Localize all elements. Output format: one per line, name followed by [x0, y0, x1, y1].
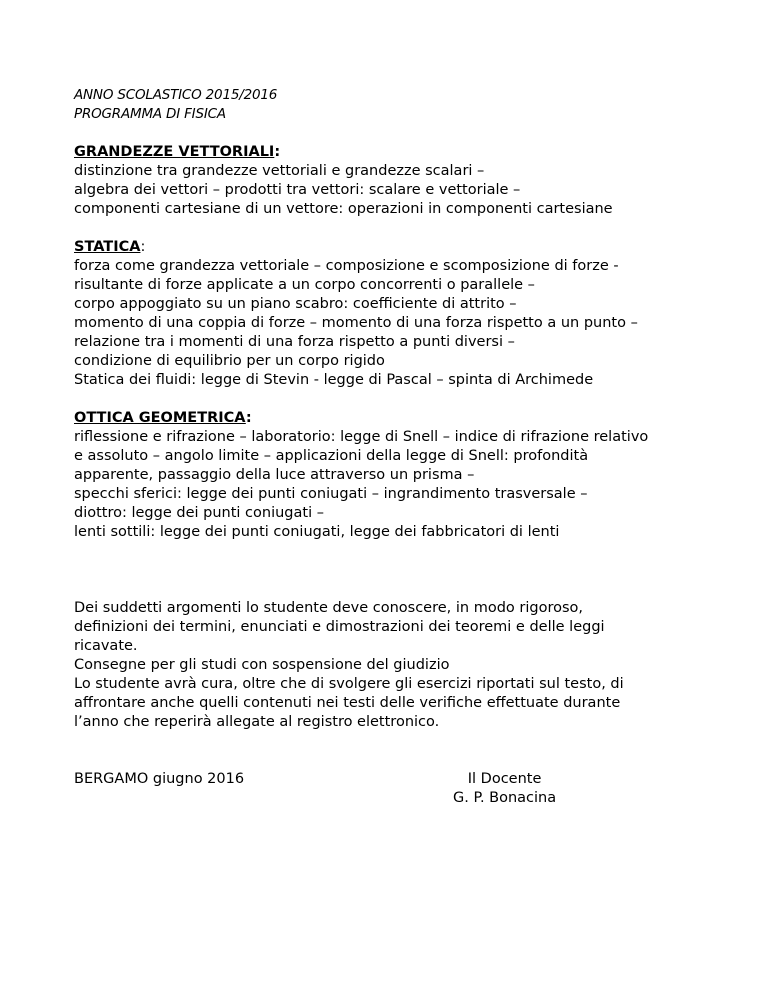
teacher-name: G. P. Bonacina	[453, 790, 557, 806]
section-line: lenti sottili: legge dei punti coniugati, legge dei fabbricatori di lenti	[74, 524, 560, 540]
section-line: condizione di equilibrio per un corpo rigido	[74, 353, 385, 369]
notes-paragraph	[74, 599, 724, 732]
signature-block	[74, 770, 724, 808]
section-heading-text: GRANDEZZE VETTORIALI	[74, 144, 275, 160]
section-heading-colon: :	[140, 239, 146, 255]
section-grandezze-vettoriali	[74, 143, 724, 219]
section-line: forza come grandezza vettoriale – composizione e scomposizione di forze -	[74, 258, 619, 274]
section-statica	[74, 238, 724, 390]
section-ottica-geometrica	[74, 409, 724, 542]
section-heading	[74, 238, 724, 257]
notes-line: affrontare anche quelli contenuti nei testi delle verifiche effettuate durante	[74, 695, 621, 711]
program-title: PROGRAMMA DI FISICA	[74, 106, 226, 122]
notes-line: Dei suddetti argomenti lo studente deve conoscere, in modo rigoroso,	[74, 600, 583, 616]
notes-line: ricavate.	[74, 638, 138, 654]
section-line: distinzione tra grandezze vettoriali e grandezze scalari –	[74, 163, 485, 179]
section-line: e assoluto – angolo limite – applicazioni della legge di Snell: profondità	[74, 448, 589, 464]
section-line: riflessione e rifrazione – laboratorio: legge di Snell – indice di rifrazione relativo	[74, 429, 649, 445]
notes-line: l’anno che reperirà allegate al registro elettronico.	[74, 714, 440, 730]
section-line: risultante di forze applicate a un corpo concorrenti o parallele –	[74, 277, 535, 293]
section-line: relazione tra i momenti di una forza rispetto a punti diversi –	[74, 334, 515, 350]
section-line: apparente, passaggio della luce attraverso un prisma –	[74, 467, 475, 483]
teacher-role: Il Docente	[467, 771, 542, 787]
notes-line: definizioni dei termini, enunciati e dimostrazioni dei teoremi e delle leggi	[74, 619, 605, 635]
section-line: Statica dei fluidi: legge di Stevin - legge di Pascal – spinta di Archimede	[74, 372, 594, 388]
section-heading	[74, 409, 724, 428]
section-line: diottro: legge dei punti coniugati –	[74, 505, 324, 521]
teacher-signature	[453, 770, 556, 808]
school-year-line: ANNO SCOLASTICO 2015/2016	[74, 87, 278, 103]
section-line: momento di una coppia di forze – momento di una forza rispetto a un punto –	[74, 315, 638, 331]
section-line: specchi sferici: legge dei punti coniugati – ingrandimento trasversale –	[74, 486, 588, 502]
document-header	[74, 86, 724, 124]
notes-line: Consegne per gli studi con sospensione del giudizio	[74, 657, 450, 673]
section-line: corpo appoggiato su un piano scabro: coefficiente di attrito –	[74, 296, 517, 312]
section-heading	[74, 143, 724, 162]
notes-line: Lo studente avrà cura, oltre che di svolgere gli esercizi riportati sul testo, di	[74, 676, 624, 692]
section-line: componenti cartesiane di un vettore: operazioni in componenti cartesiane	[74, 201, 613, 217]
section-heading-text: OTTICA GEOMETRICA	[74, 410, 246, 426]
section-heading-colon: :	[274, 144, 281, 160]
section-heading-text: STATICA	[74, 239, 141, 255]
section-line: algebra dei vettori – prodotti tra vettori: scalare e vettoriale –	[74, 182, 521, 198]
section-heading-colon: :	[245, 410, 252, 426]
place-date: BERGAMO giugno 2016	[74, 771, 245, 787]
document-page	[74, 86, 724, 808]
